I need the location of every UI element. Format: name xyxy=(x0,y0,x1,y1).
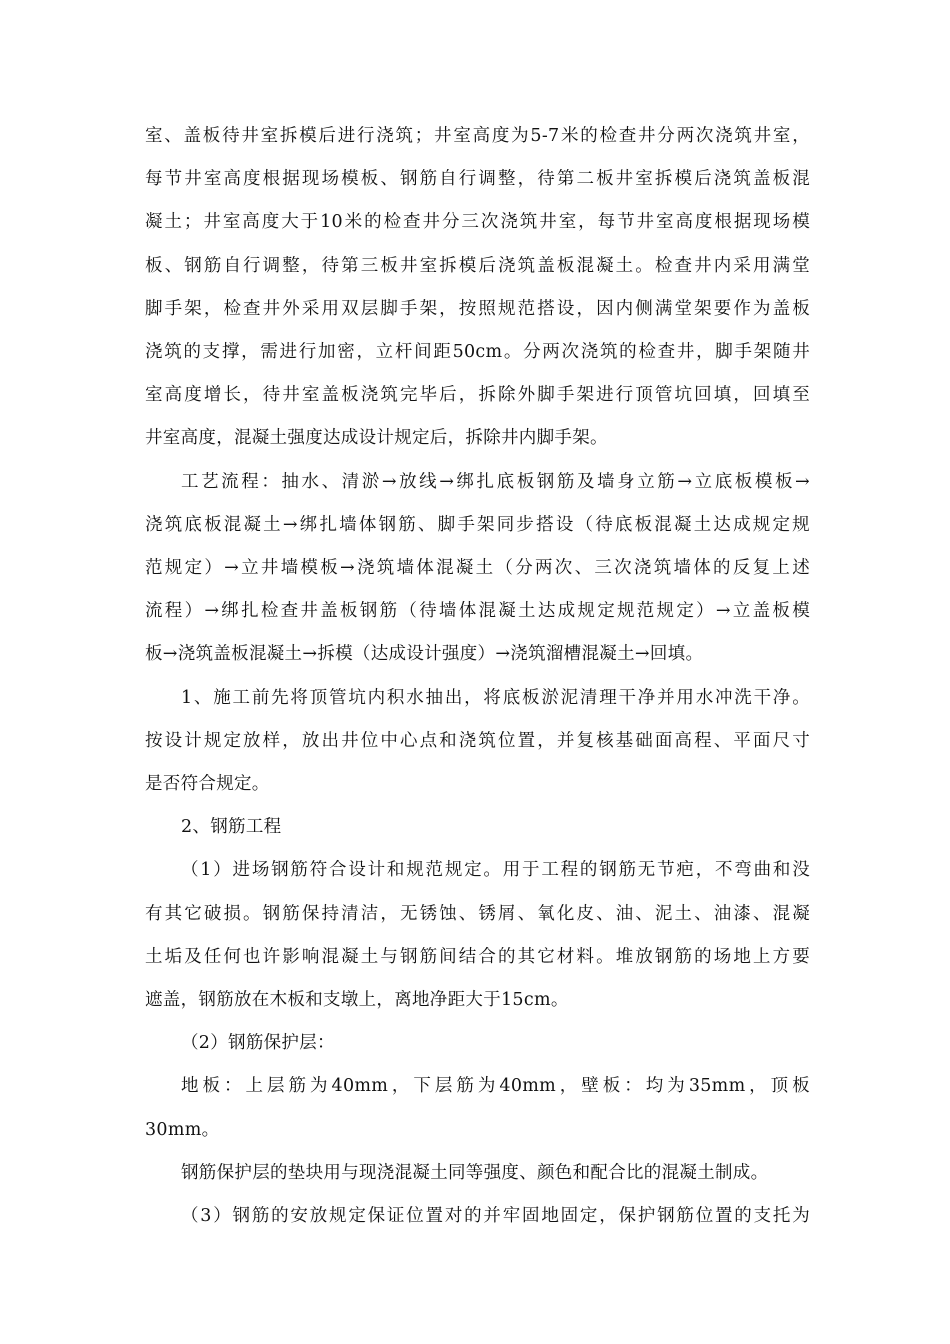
text-line: 井室高度，混凝土强度达成设计规定后，拆除井内脚手架。 xyxy=(145,428,608,449)
text-line: 每节井室高度根据现场模板、钢筋自行调整，待第二板井室拆模后浇筑盖板混 xyxy=(145,169,810,190)
paragraph-p6 xyxy=(145,1022,810,1065)
text-line: 地板：上层筋为40mm，下层筋为40mm，壁板：均为35mm，顶板 xyxy=(181,1076,810,1097)
text-line: （2）钢筋保护层： xyxy=(181,1033,335,1054)
text-line: 凝土；井室高度大于10米的检查井分三次浇筑井室，每节井室高度根据现场模 xyxy=(145,212,810,233)
text-line: 室、盖板待井室拆模后进行浇筑；井室高度为5-7米的检查井分两次浇筑井室， xyxy=(145,126,810,146)
text-line: 遮盖，钢筋放在木板和支墩上，离地净距大于15cm。 xyxy=(145,990,569,1011)
paragraph-p2 xyxy=(145,461,810,677)
text-line: 土垢及任何也许影响混凝土与钢筋间结合的其它材料。堆放钢筋的场地上方要 xyxy=(145,946,810,967)
text-line: 1、施工前先将顶管坑内积水抽出，将底板淤泥清理干净并用水冲洗干净。 xyxy=(181,687,810,708)
paragraph-p9 xyxy=(145,1195,810,1238)
paragraph-p8 xyxy=(145,1152,810,1195)
text-line: 按设计规定放样，放出井位中心点和浇筑位置，并复核基础面高程、平面尺寸 xyxy=(145,730,810,751)
text-line: （3）钢筋的安放规定保证位置对的并牢固地固定，保护钢筋位置的支托为 xyxy=(181,1206,810,1227)
text-line: 脚手架，检查井外采用双层脚手架，按照规范搭设，因内侧满堂架要作为盖板 xyxy=(145,298,810,319)
section-heading: 2、钢筋工程 xyxy=(181,817,282,838)
text-line: 30mm。 xyxy=(145,1119,220,1140)
paragraph-p7 xyxy=(145,1065,810,1151)
text-line: 工艺流程：抽水、清淤→放线→绑扎底板钢筋及墙身立筋→立底板模板→ xyxy=(181,471,810,492)
text-line: 板→浇筑盖板混凝土→拆模（达成设计强度）→浇筑溜槽混凝土→回填。 xyxy=(145,644,704,665)
paragraph-p5 xyxy=(145,849,810,1022)
text-line: 浇筑底板混凝土→绑扎墙体钢筋、脚手架同步搭设（待底板混凝土达成规定规 xyxy=(145,514,810,535)
text-line: 室高度增长，待井室盖板浇筑完毕后，拆除外脚手架进行顶管坑回填，回填至 xyxy=(145,385,810,406)
text-line: 范规定）→立井墙模板→浇筑墙体混凝土（分两次、三次浇筑墙体的反复上述 xyxy=(145,558,810,579)
text-line: 有其它破损。钢筋保持清洁，无锈蚀、锈屑、氧化皮、油、泥土、油漆、混凝 xyxy=(145,903,810,924)
text-line: （1）进场钢筋符合设计和规范规定。用于工程的钢筋无节疤，不弯曲和没 xyxy=(181,860,810,881)
text-line: 流程）→绑扎检查井盖板钢筋（待墙体混凝土达成规定规范规定）→立盖板模 xyxy=(145,601,810,622)
text-line: 是否符合规定。 xyxy=(145,774,270,795)
paragraph-p4 xyxy=(145,806,810,849)
text-line: 板、钢筋自行调整，待第三板井室拆模后浇筑盖板混凝土。检查井内采用满堂 xyxy=(145,255,810,276)
text-line: 浇筑的支撑，需进行加密，立杆间距50cm。分两次浇筑的检查井，脚手架随井 xyxy=(145,342,810,363)
document-body xyxy=(145,115,810,1238)
paragraph-p3 xyxy=(145,677,810,807)
paragraph-p1 xyxy=(145,115,810,461)
text-line: 钢筋保护层的垫块用与现浇混凝土同等强度、颜色和配合比的混凝土制成。 xyxy=(181,1162,769,1183)
